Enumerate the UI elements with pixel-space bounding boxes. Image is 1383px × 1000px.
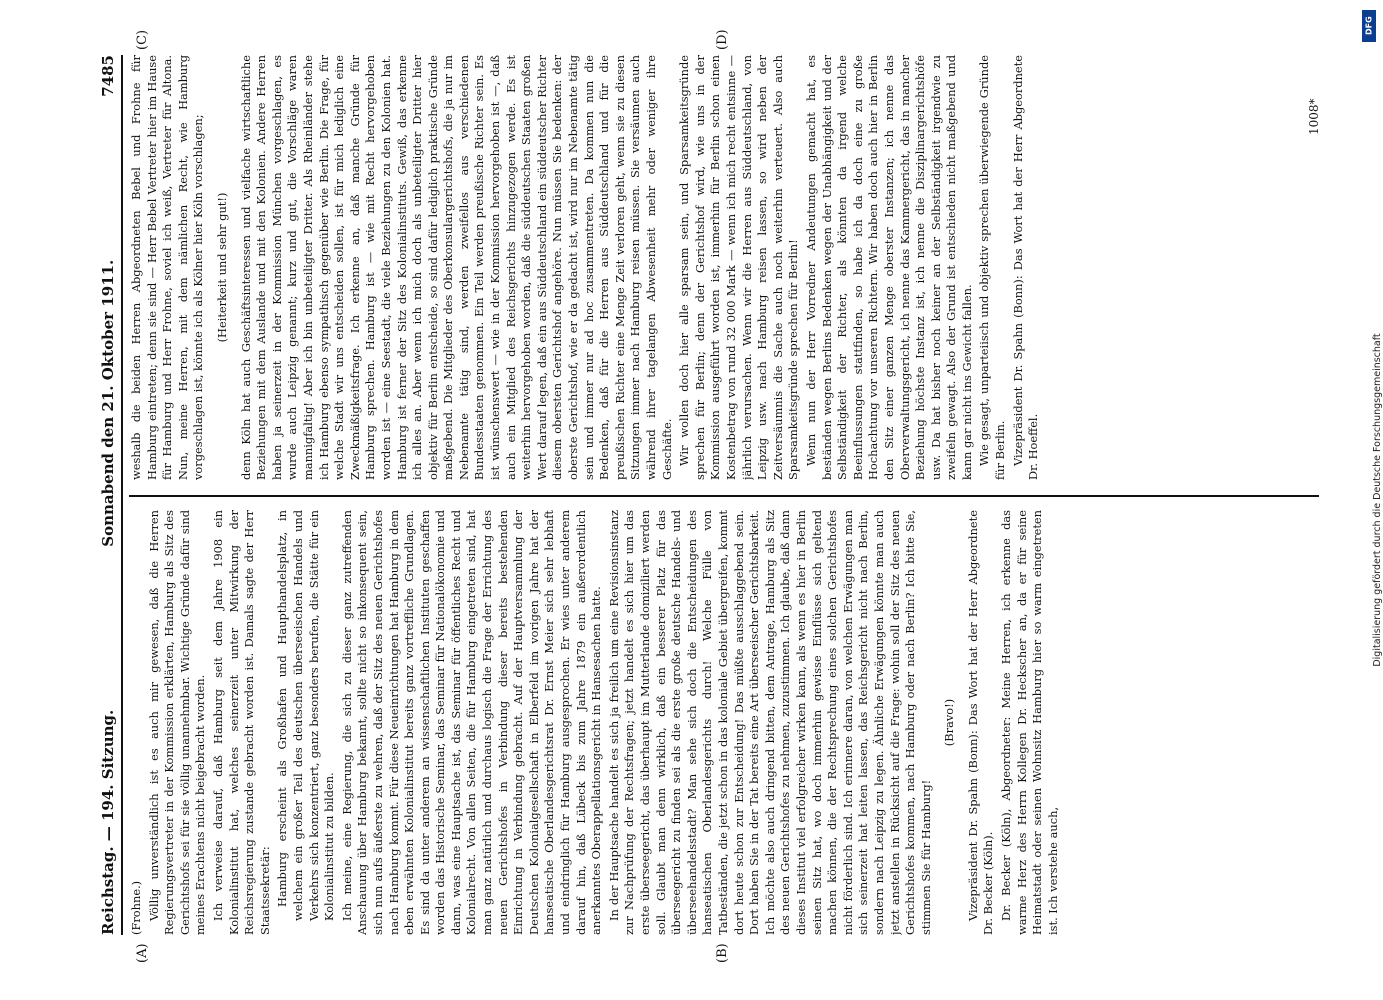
paragraph: In der Hauptsache handelt es sich ja freilich um eine Revisionsinstanz zur Nachprüfung der Rechtsfragen; jetzt handelt es sich hier um das erste überseegericht, das überhaupt im Mutterlande domiziliert werden soll. Glaubt man denn wirklich, daß ein besserer Platz für das überseegericht zu finden sei als die erste große deutsche Handels- und überseehandelsstadt? Man sehe sich doch die Entscheidungen des hanseatischen Oberlandesgerichts durch! Welche Fülle von Tatbeständen, die jetzt schon in das koloniale Gebiet übergreifen, kommt dort heute schon zur Entscheidung! Das müßte ausschlaggebend sein. Dort haben Sie in der Tat bereits eine Art überseeischer Gerichtsbarkeit. Ich möchte also auch dringend bitten, dem Antrage, Hamburg als Sitz des neuen Gerichtshofes zu nehmen, zuzustimmen. Ich glaube, daß dann dieses Institut viel erfolgreicher wirken kann, als wenn es hier in Berlin seinen Sitz hat, wo doch immerhin gewisse Einflüsse sich geltend machen können, die der Rechtsprechung eines solchen Gerichtshofes nicht förderlich sind. Ich erinnere daran, von welchen Erwägungen man sich seinerzeit hat leiten lassen, das Reichsgericht nicht nach Berlin, sondern nach Leipzig zu legen. Ähnliche Erwägungen könnte man auch jetzt anstellen in Rücksicht auf die Frage: wohin soll der Sitz des neuen Gerichtshofes kommen, nach Hamburg oder nach Berlin? Ich bitte Sie, stimmen Sie für Hamburg! <box>606 510 933 935</box>
sheet-number: 1008* <box>1307 98 1321 135</box>
interjection: (Bravo!) <box>942 698 957 747</box>
paragraph: Völlig unverständlich ist es auch mir gewesen, daß die Herren Regierungsvertreter in der Kommission erklärten, Hamburg als Sitz des Gerichtshofs sei für sie völlig unannehmbar. Wichtige Gründe dafür sind meines Erachtens nicht beigebracht worden. <box>146 510 208 935</box>
marker-b: (B) <box>715 943 730 963</box>
paragraph: weshalb die beiden Herren Abgeordneten Bebel und Frohne für Hamburg eintreten; denn sie sind — Herr Bebel Vertreter hier im Hause für Hamburg und Herr Frohne, soviel ich weiß, Vertreter für Altona. Nun, meine Herren, mit dem nämlichen Recht, wie Hamburg vorgeschlagen ist, könnte ich als Kölner hier Köln vorschlagen; <box>129 55 206 480</box>
page-header <box>95 55 123 935</box>
paragraph: Dr. Becker (Köln), Abgeordneter: Meine Herren, ich erkenne das warme Herz des Herrn Kollegen Dr. Heckscher an, da er für seine Heimatstadt oder seinen Wohnsitz Hamburg hier so warm eingetreten ist. Ich verstehe auch, <box>999 510 1060 935</box>
paragraph: Wie gesagt, unparteiisch und objektiv sprechen überwiegende Gründe für Berlin. <box>977 55 1008 480</box>
speaker-continued: (Frohne.) <box>129 880 143 935</box>
rotated-page <box>95 29 1330 963</box>
dfg-credit: Digitalisierung gefördert durch die Deutsche Forschungsgemeinschaft <box>1372 333 1383 667</box>
left-column <box>129 510 1319 935</box>
header-date: Sonnabend den 21. Oktober 1911. <box>99 259 117 547</box>
right-column <box>129 55 1319 480</box>
paragraph: Ich verweise darauf, daß Hamburg seit dem Jahre 1908 ein Kolonialinstitut hat, welches seinerzeit unter Mitwirkung der Reichsregierung zustande gebracht worden ist. Damals sagte der Herr Staatssekretär: <box>210 510 272 935</box>
marker-d: (D) <box>715 29 730 50</box>
header-page-number: 7485 <box>99 55 117 97</box>
paragraph: denn Köln hat auch Geschäftsinteressen und vielfache wirtschaftliche Beziehungen mit dem Auslande und mit den Kolonien. Andere Herren haben ja seinerzeit in der Kommission München vorgeschlagen, es wurde auch Leipzig genannt; kurz und gut, die Vorschläge waren mannigfaltig! Aber ich bin unbeteiligter Dritter. Als Rheinländer stehe ich Hamburg ebenso sympathisch gegenüber wie Berlin. Die Frage, für welche Stadt wir uns entscheiden sollen, ist für mich lediglich eine Zweckmäßigkeitsfrage. Ich erkenne an, daß manche Gründe für Hamburg sprechen. Hamburg ist — wie mit Recht hervorgehoben worden ist — eine Seestadt, die viele Beziehungen zu den Kolonien hat. Hamburg ist ferner der Sitz des Kolonialinstituts. Gewiß, das erkenne ich alles an. Aber wenn ich mich doch als unbeteiligter Dritter hier objektiv für Berlin entscheide, so sind dafür lediglich praktische Gründe maßgebend. Die Mitglieder des Oberkonsulargerichtshofs, die ja nur im Nebenamte tätig sind, werden zweifellos aus verschiedenen Bundesstaaten genommen. Ein Teil werden preußische Richter sein. Es ist wünschenswert — wie in der Kommission hervorgehoben ist —, daß auch ein Mitglied des Reichsgerichts hinzugezogen werde. Es ist weiterhin hervorgehoben worden, daß die süddeutschen Staaten großen Wert darauf legen, daß ein aus Süddeutschland ein süddeutscher Richter diesem obersten Gerichtshof angehöre. Nun müssen Sie bedenken: der oberste Gerichtshof, wie er da gedacht ist, wird nur im Nebenamte tätig sein und immer nur ad hoc zusammentreten. Da kommen nun die Bedenken, daß für die Herren aus Süddeutschland und für die preußischen Richter eine Menge Zeit verloren geht, wenn sie zu diesen Sitzungen immer nach Hamburg reisen müssen. Sie versäumen auch während ihrer tagelangen Abwesenheit mehr oder weniger ihre Geschäfte. <box>238 55 674 480</box>
column-divider <box>129 495 1319 497</box>
paragraph: Wenn nun der Herr Vorredner Andeutungen gemacht hat, es beständen wegen Berlins Bedenken wegen der Unabhängigkeit und der Selbständigkeit der Richter, als könnten da irgend welche Beeinflussungen stattfinden, so habe ich da doch eine zu große Hochachtung vor unseren Richtern. Wir haben doch auch hier in Berlin den Sitz einer ganzen Menge oberster Instanzen; ich nenne das Oberverwaltungsgericht, ich nenne das Kammergericht, das in mancher Beziehung höchste Instanz ist, ich nenne die Disziplinargerichtshöfe usw. Da hat bisher noch keiner an der Selbständigkeit irgendwie zu zweifeln gewagt. Also der Grund ist entschieden nicht maßgebend und kann gar nicht ins Gewicht fallen. <box>803 55 974 480</box>
dfg-logo: DFG <box>1362 10 1376 42</box>
paragraph: Wir wollen doch hier alle sparsam sein, und Sparsamkeitsgründe sprechen für Berlin; denn der Gerichtshof wird, wie uns in der Kommission ausgeführt worden ist, immerhin für Berlin schon einen Kostenbetrag von rund 32 000 Mark — wenn ich mich recht entsinne — jährlich verursachen. Wenn wir die Herren aus Süddeutschland, von Leipzig usw. nach Hamburg reisen lassen, so wird neben der Zeitversäumnis die Sache auch noch weiterhin verteuert. Also auch Sparsamkeitsgründe sprechen für Berlin! <box>677 55 801 480</box>
marker-c: (C) <box>135 29 150 50</box>
quotation: Hamburg erscheint als Großhafen und Haupthandelsplatz, in welchem ein großer Teil des deutschen überseeischen Handels und Verkehrs sich konzentriert, ganz besonders berufen, die Stätte für ein Kolonialinstitut zu bilden. <box>275 510 337 921</box>
president-statement: Vizepräsident Dr. Spahn (Bonn): Das Wort hat der Herr Abgeordnete Dr. Hoeffel. <box>1010 55 1041 480</box>
president-statement: Vizepräsident Dr. Spahn (Bonn): Das Wort hat der Herr Abgeordnete Dr. Becker (Köln). <box>965 510 996 935</box>
header-session: Reichstag. — 194. Sitzung. <box>99 709 117 935</box>
paragraph: Ich meine, eine Regierung, die sich zu dieser ganz zutreffenden Anschauung über Hamburg bekannt, sollte nicht so inkonsequent sein, sich nun aufs äußerste zu wehren, daß der Sitz des neuen Gerichtshofes nach Hamburg kommt. Für diese Neueinrichtungen hat Hamburg in dem eben erwähnten Kolonialinstitut bereits ganz vortreffliche Grundlagen. Es sind da unter anderem an wissenschaftlichen Instituten geschaffen worden das Historische Seminar, das Seminar für Nationalökonomie und dann, was eine Hauptsache ist, das Seminar für öffentliches Recht und Kolonialrecht. Von allen Seiten, die für Hamburg eingetreten sind, hat man ganz natürlich und durchaus logisch die Frage der Errichtung des neuen Gerichtshofes in Verbindung dieser bereits bestehenden Einrichtung in Verbindung gebracht. Auf der Hauptversammlung der Deutschen Kolonialgesellschaft in Elberfeld im vorigen Jahre hat der hanseatische Oberlandesgerichtsrat Dr. Ernst Meier sich sehr lebhaft und eindringlich für Hamburg ausgesprochen. Er wies unter anderem darauf hin, daß Lübeck bis zum Jahre 1879 ein außerordentlich anerkanntes Oberappellationsgericht in Hansesachen hatte. <box>339 510 604 935</box>
marker-a: (A) <box>135 943 150 963</box>
interjection: (Heiterkeit und sehr gut!) <box>214 192 229 343</box>
